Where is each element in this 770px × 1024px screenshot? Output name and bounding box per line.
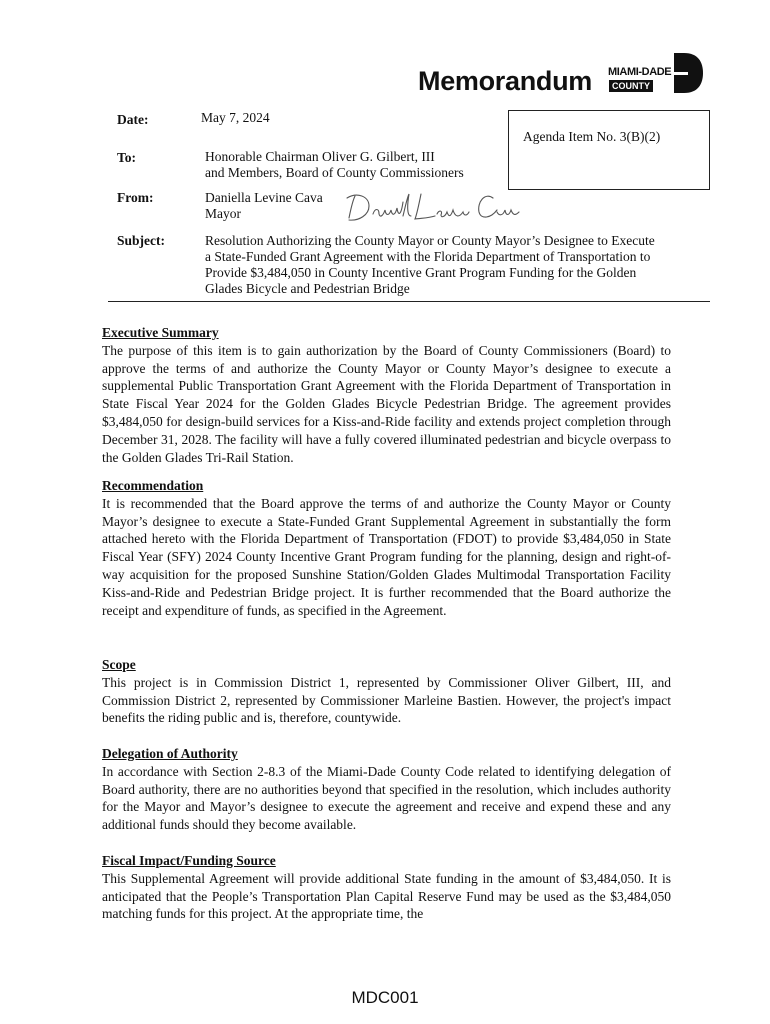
header-divider <box>108 301 710 302</box>
logo-d-mark-icon <box>672 52 704 94</box>
from-title: Mayor <box>205 206 241 221</box>
agenda-item-number: Agenda Item No. 3(B)(2) <box>523 129 661 144</box>
signature-image <box>343 188 523 228</box>
miami-dade-county-logo <box>608 52 704 96</box>
page-code: MDC001 <box>351 988 419 1007</box>
logo-text-miami-dade: MIAMI-DADE <box>608 66 672 78</box>
subject-line-1: Resolution Authorizing the County Mayor or County Mayor’s Designee to Execute <box>205 233 655 248</box>
executive-summary-section <box>102 324 671 466</box>
subject-line-3: Provide $3,484,050 in County Incentive Grant Program Funding for the Golden <box>205 265 637 280</box>
executive-summary-body: The purpose of this item is to gain authorization by the Board of County Commissioners (Board) to approve the terms of and authorize the County Mayor or County Mayor’s designee to execute a supplemental Public Transportation Grant Agreement with the Florida Department of Transportation in State Fiscal Year 2024 for the Golden Glades Bicycle Pedestrian Bridge. The agreement provides $3,484,050 for design-build services for a Kiss-and-Ride facility and extends project completion through December 31, 2028. The facility will have a fully covered illuminated pedestrian and bicycle overpass to the Golden Glades Tri-Rail Station. <box>102 342 671 465</box>
to-line-1: Honorable Chairman Oliver G. Gilbert, III <box>205 149 435 164</box>
scope-body: This project is in Commission District 1, represented by Commissioner Oliver Gilbert, III, and Commission District 2, represented by Commissioner Marleine Bastien. However, the project's impact benefits the riding public and is, therefore, countywide. <box>102 674 671 726</box>
from-name: Daniella Levine Cava <box>205 190 323 205</box>
subject-line-4: Glades Bicycle and Pedestrian Bridge <box>205 281 410 296</box>
subject-label: Subject: <box>117 233 165 248</box>
to-label: To: <box>117 150 137 165</box>
delegation-heading: Delegation of Authority <box>102 746 238 761</box>
memo-title: Memorandum <box>418 66 593 96</box>
delegation-body: In accordance with Section 2-8.3 of the Miami-Dade County Code related to identifying delegation of Board authority, there are no authorities beyond that specified in the resolution, which includes authority for the Mayor and Mayor’s designee to execute the agreement and receive and expend these and any additional funds should they become available. <box>102 763 671 833</box>
recommendation-heading: Recommendation <box>102 478 204 493</box>
fiscal-impact-body: This Supplemental Agreement will provide additional State funding in the amount of $3,484,050. It is anticipated that the People’s Transportation Plan Capital Reserve Fund may be used as the $3,484,050 matching funds for this project. At the appropriate time, the <box>102 870 671 922</box>
fiscal-impact-section <box>102 852 671 923</box>
scope-heading: Scope <box>102 657 136 672</box>
executive-summary-heading: Executive Summary <box>102 325 219 340</box>
from-label: From: <box>117 190 154 205</box>
recommendation-section <box>102 477 671 619</box>
fiscal-impact-heading: Fiscal Impact/Funding Source <box>102 853 276 868</box>
subject-line-2: a State-Funded Grant Agreement with the Florida Department of Transportation to <box>205 249 651 264</box>
delegation-section <box>102 745 671 834</box>
agenda-item-box <box>508 110 710 190</box>
recommendation-body: It is recommended that the Board approve the terms of and authorize the County Mayor or County Mayor’s designee to execute a State-Funded Grant Supplemental Agreement in substantially the form attached hereto with the Florida Department of Transportation (FDOT) to provide $3,484,050 in State Fiscal Year (SFY) 2024 County Incentive Grant Program funding for the planning, design and right-of-way acquisition for the proposed Sunshine Station/Golden Glades Multimodal Transportation Facility Kiss-and-Ride and Pedestrian Bridge project. It is further recommended that the Board authorize the receipt and expenditure of funds, as specified in the Agreement. <box>102 495 671 618</box>
logo-text-county: COUNTY <box>609 80 653 92</box>
date-value: May 7, 2024 <box>201 110 270 125</box>
to-line-2: and Members, Board of County Commissioners <box>205 165 464 180</box>
date-label: Date: <box>117 112 149 127</box>
scope-section <box>102 656 671 727</box>
